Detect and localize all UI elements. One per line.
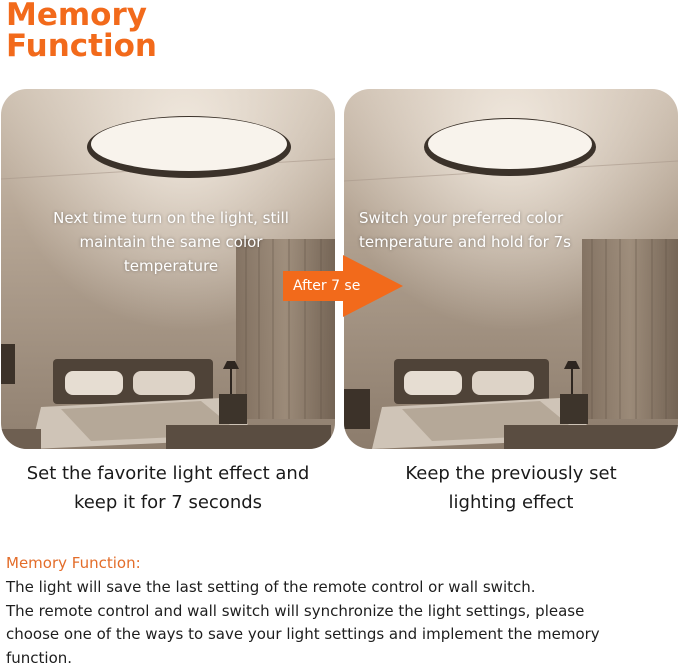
description-body — [6, 576, 678, 670]
right-caption — [344, 459, 678, 517]
arrow-label: After 7 se — [293, 276, 389, 296]
left-overlay-text — [26, 206, 316, 278]
description-line-3: choose one of the ways to save your light settings and implement the memory — [6, 623, 678, 647]
left-overlay-line-1: Next time turn on the light, still — [53, 209, 289, 227]
description-line-1: The light will save the last setting of the remote control or wall switch. — [6, 576, 678, 600]
left-caption-line-2: keep it for 7 seconds — [74, 492, 262, 513]
right-overlay-text — [359, 206, 669, 254]
title-line-2: Function — [6, 28, 157, 64]
left-caption-line-1: Set the favorite light effect and — [27, 463, 310, 484]
left-overlay-line-2: maintain the same color — [80, 233, 263, 251]
description-heading: Memory Function: — [6, 553, 141, 573]
title-line-1: Memory — [6, 0, 147, 33]
description-line-4: function. — [6, 647, 678, 670]
left-caption — [0, 459, 336, 517]
right-caption-line-2: lighting effect — [449, 492, 574, 513]
page-title — [6, 0, 157, 62]
right-caption-line-1: Keep the previously set — [405, 463, 616, 484]
description-line-2: The remote control and wall switch will synchronize the light settings, please — [6, 600, 678, 624]
right-overlay-line-1: Switch your preferred color — [359, 209, 563, 227]
left-overlay-line-3: temperature — [124, 257, 218, 275]
right-overlay-line-2: temperature and hold for 7s — [359, 233, 571, 251]
